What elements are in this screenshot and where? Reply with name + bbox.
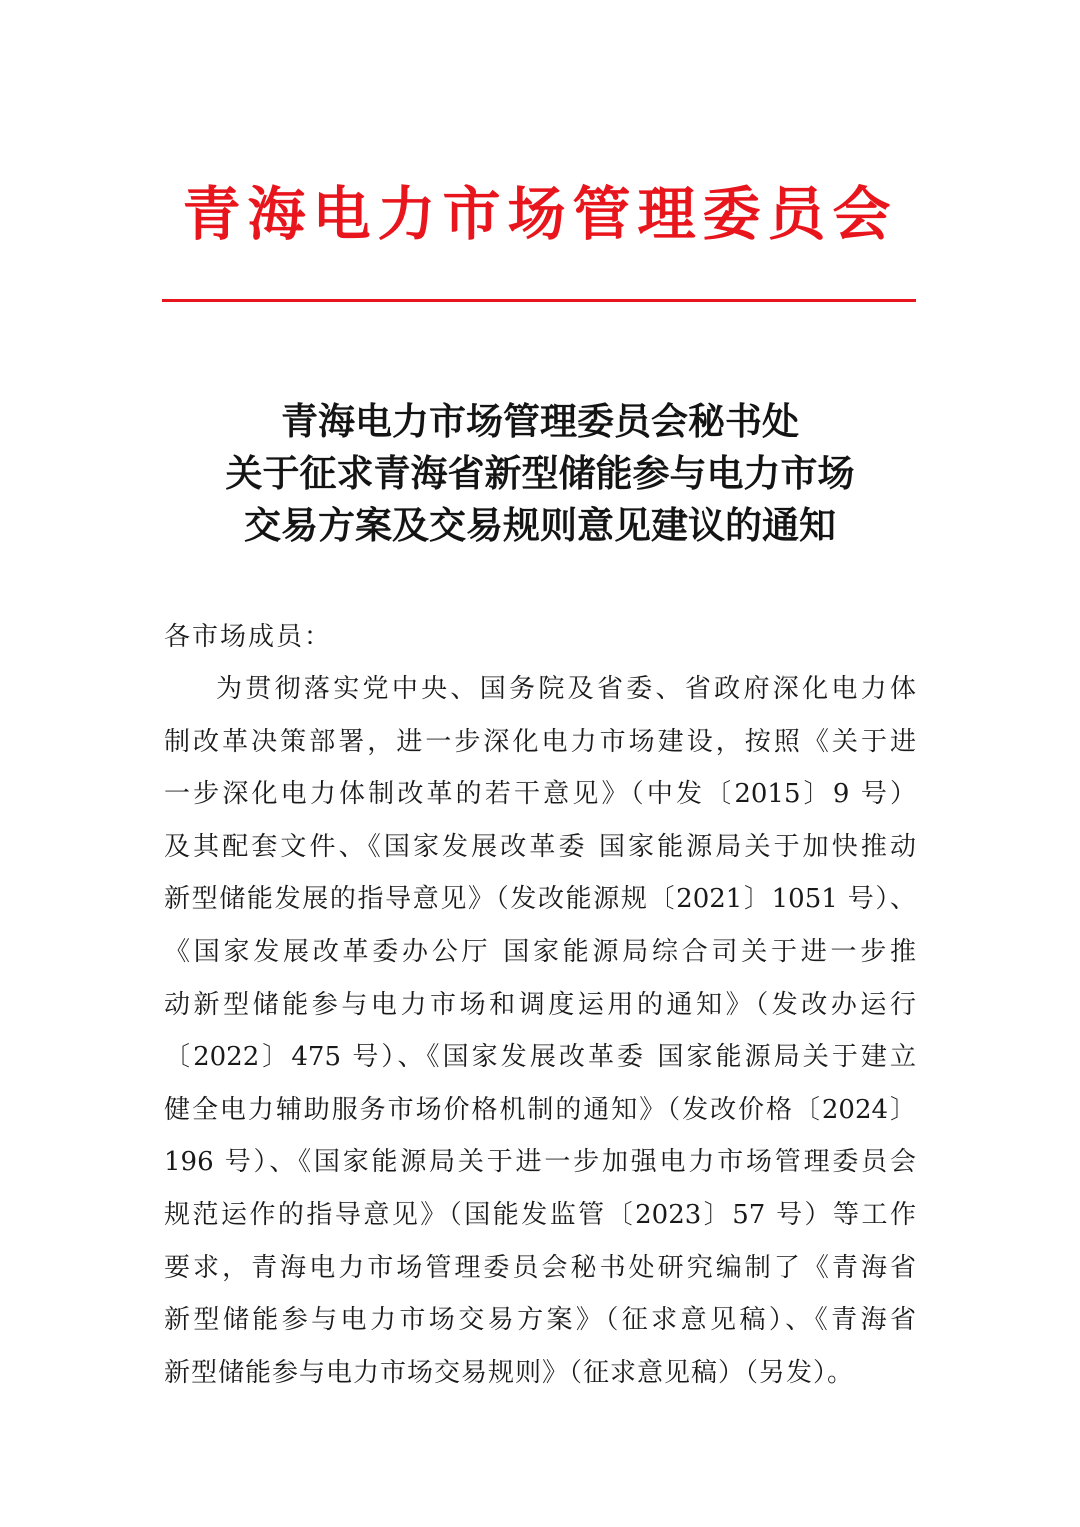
- title-line-3: 交易方案及交易规则意见建议的通知: [244, 503, 836, 547]
- red-separator-line: [162, 299, 916, 302]
- body-line: 规范运作的指导意见》（国能发监管〔2023〕57 号）等工作: [164, 1199, 916, 1230]
- body-line: 《国家发展改革委办公厅 国家能源局综合司关于进一步推: [164, 936, 916, 967]
- body-line: 动新型储能参与电力市场和调度运用的通知》（发改办运行: [164, 989, 916, 1020]
- body-line: 为贯彻落实党中央、国务院及省委、省政府深化电力体: [216, 674, 916, 704]
- body-line: 及其配套文件、《国家发展改革委 国家能源局关于加快推动: [164, 831, 916, 862]
- title-line-2: 关于征求青海省新型储能参与电力市场: [225, 451, 855, 495]
- issuing-authority-header: 青海电力市场管理委员会: [182, 180, 898, 248]
- body-line: 196 号）、《国家能源局关于进一步加强电力市场管理委员会: [164, 1147, 916, 1178]
- body-line: 新型储能发展的指导意见》（发改能源规〔2021〕1051 号）、: [164, 884, 916, 915]
- document-title: [0, 395, 1080, 551]
- body-line: 〔2022〕475 号）、《国家发展改革委 国家能源局关于建立: [164, 1042, 916, 1073]
- body-line: 健全电力辅助服务市场价格机制的通知》（发改价格〔2024〕: [164, 1094, 916, 1125]
- body-line: 制改革决策部署，进一步深化电力市场建设，按照《关于进: [164, 726, 916, 757]
- body-line: 要求，青海电力市场管理委员会秘书处研究编制了《青海省: [164, 1252, 916, 1283]
- body-paragraph: [164, 671, 916, 1407]
- title-line-1: 青海电力市场管理委员会秘书处: [281, 399, 799, 443]
- body-line: 一步深化电力体制改革的若干意见》（中发〔2015〕9 号）: [164, 779, 916, 810]
- body-line: 新型储能参与电力市场交易方案》（征求意见稿）、《青海省: [164, 1305, 916, 1336]
- body-line: 新型储能参与电力市场交易规则》（征求意见稿）（另发）。: [164, 1357, 855, 1388]
- salutation: 各市场成员：: [164, 622, 333, 652]
